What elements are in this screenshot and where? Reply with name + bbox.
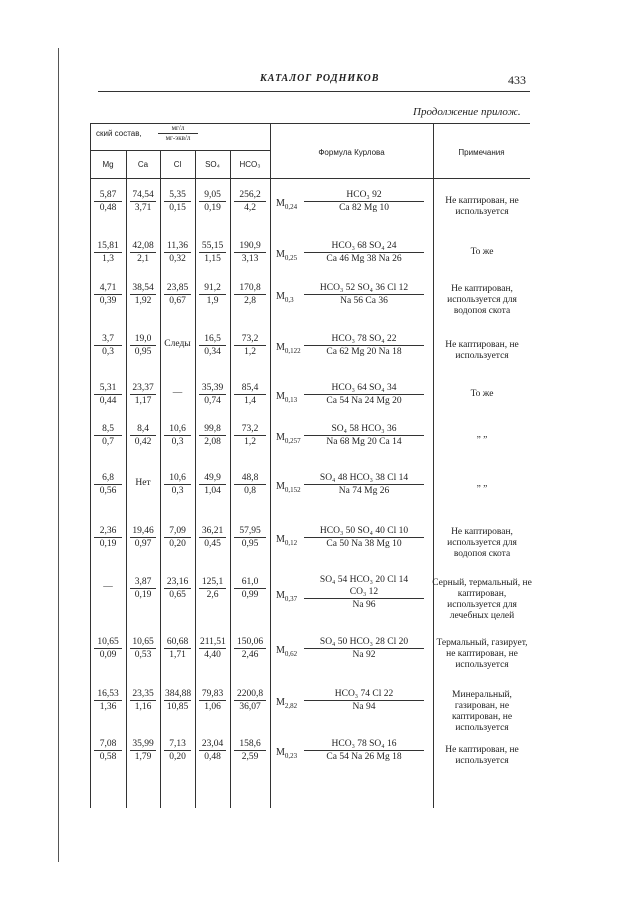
mg-per-litre: 6,8	[94, 472, 122, 485]
mg-eq-per-litre: 1,06	[204, 702, 221, 712]
mg-per-litre: 5,35	[164, 189, 191, 202]
kurlov-formula	[276, 688, 431, 722]
ion-value-fraction	[234, 576, 266, 601]
mg-eq-per-litre: 2,59	[241, 752, 259, 762]
mineralization	[276, 645, 297, 658]
ion-header-3: SO₄	[205, 160, 220, 169]
note-text: Термальный, газирует, не каптирован, не используется	[436, 638, 528, 670]
mineralization-letter: M	[276, 432, 285, 443]
ion-value-fraction	[164, 472, 191, 497]
ion-value-fraction	[164, 525, 191, 550]
table-header-rule	[90, 178, 530, 179]
mineralization-value: 0,37	[284, 595, 298, 603]
anions: SO₄ 48 HCO₃ 38 Cl 14	[304, 472, 424, 485]
mg-eq-per-litre: 2,1	[137, 254, 149, 264]
mineralization-letter: M	[276, 747, 285, 758]
mineralization-value: 0,152	[284, 486, 301, 494]
mg-per-litre: 211,51	[200, 637, 226, 647]
mg-per-litre: 8,5	[94, 423, 122, 436]
ion-value: —	[172, 388, 183, 398]
mineralization	[276, 534, 297, 547]
mg-eq-per-litre: 0,58	[99, 752, 117, 762]
mg-eq-per-litre: 2,08	[204, 437, 221, 447]
mineralization	[276, 342, 301, 355]
mg-eq-per-litre: 0,65	[169, 590, 186, 600]
unit-denominator: мг-экв/л	[165, 134, 191, 142]
mineralization-value: 0,257	[284, 437, 301, 445]
ion-value-fraction	[94, 472, 122, 497]
kurlov-formula	[276, 636, 431, 670]
mineralization-letter: M	[276, 198, 285, 209]
anions: HCO₃ 52 SO₄ 36 Cl 12	[304, 282, 424, 295]
mineralization-value: 0,25	[284, 254, 298, 262]
ion-value-fraction	[130, 189, 156, 214]
ion-value-fraction	[164, 240, 191, 265]
mg-per-litre: 5,31	[94, 382, 122, 395]
mg-eq-per-litre: 0,56	[99, 486, 117, 496]
kurlov-formula	[276, 382, 431, 416]
cations: Na 94	[352, 702, 376, 712]
mg-per-litre: 125,1	[199, 576, 226, 589]
anions: SO₄ 54 HCO₃ 20 Cl 14	[319, 575, 409, 585]
ion-value-fraction	[234, 636, 266, 661]
mg-per-litre: 19,0	[130, 333, 156, 346]
mg-per-litre: 57,95	[234, 525, 266, 538]
ion-value-fraction	[94, 738, 122, 763]
formula-fraction	[304, 688, 424, 713]
mineralization	[276, 391, 297, 404]
kurlov-formula	[276, 423, 431, 457]
mg-per-litre: 10,6	[164, 472, 191, 485]
mg-eq-per-litre: 3,13	[241, 254, 259, 264]
mineralization-value: 0,12	[284, 539, 298, 547]
mg-eq-per-litre: 1,04	[204, 486, 221, 496]
mg-eq-per-litre: 0,19	[134, 590, 152, 600]
ion-value: —	[103, 582, 113, 592]
mineralization	[276, 590, 297, 603]
formula-fraction	[304, 423, 424, 448]
formula-header: Формула Курлова	[318, 148, 385, 157]
mg-per-litre: 85,4	[234, 382, 266, 395]
formula-fraction	[304, 333, 424, 358]
mg-eq-per-litre: 1,17	[134, 396, 152, 406]
ion-value-fraction	[234, 738, 266, 763]
mg-eq-per-litre: 0,7	[102, 437, 114, 447]
ion-value-fraction	[199, 688, 226, 713]
continuation-label: Продолжение прилож.	[413, 106, 521, 118]
kurlov-formula	[276, 525, 431, 559]
mg-per-litre: 23,16	[164, 576, 191, 589]
mineralization-value: 0,3	[284, 296, 294, 304]
mg-per-litre: 91,2	[199, 282, 226, 295]
cations: Ca 62 Mg 20 Na 18	[326, 347, 402, 357]
mg-per-litre: 3,87	[130, 576, 156, 589]
ion-value-fraction	[94, 240, 122, 265]
mg-eq-per-litre: 1,79	[134, 752, 152, 762]
ion-value-fraction	[130, 333, 156, 358]
ion-value: Нет	[135, 478, 151, 488]
mg-per-litre: 23,37	[130, 382, 156, 395]
composition-label: ский состав,	[96, 129, 142, 138]
ion-value-fraction	[199, 423, 226, 448]
mg-eq-per-litre: 1,9	[206, 296, 219, 306]
mg-per-litre: 7,09	[164, 525, 191, 538]
cations: Na 56 Ca 36	[340, 296, 388, 306]
ion-value-fraction	[199, 472, 226, 497]
ion-value-fraction	[94, 189, 122, 214]
mg-eq-per-litre: 0,19	[99, 539, 117, 549]
ion-value-fraction	[199, 576, 226, 601]
ion-value-fraction	[234, 189, 266, 214]
mg-per-litre: 61,0	[234, 576, 266, 589]
kurlov-formula	[276, 472, 431, 506]
mg-per-litre: 2,36	[94, 525, 122, 538]
ion-value-fraction	[130, 636, 156, 661]
mineralization-value: 0,23	[284, 752, 298, 760]
ion-value-fraction	[94, 636, 122, 661]
anions: HCO₃ 68 SO₄ 24	[304, 240, 424, 253]
kurlov-formula	[276, 240, 431, 274]
formula-fraction	[304, 574, 424, 611]
ion-header-1: Ca	[137, 160, 149, 169]
mg-eq-per-litre: 0,44	[99, 396, 117, 406]
note-text: Не каптирован, не используется	[445, 196, 519, 217]
column-divider	[230, 150, 231, 808]
mg-per-litre: 35,39	[199, 382, 226, 395]
mg-per-litre: 2200,8	[234, 688, 266, 701]
mg-eq-per-litre: 0,53	[134, 650, 152, 660]
page-number: 433	[508, 73, 526, 87]
mg-eq-per-litre: 0,15	[169, 203, 186, 213]
mg-per-litre: 16,53	[94, 688, 122, 701]
mg-per-litre: 9,05	[199, 189, 226, 202]
formula-fraction	[304, 636, 424, 661]
mg-eq-per-litre: 2,6	[206, 590, 219, 600]
column-divider	[270, 123, 271, 808]
ion-value-fraction	[94, 333, 122, 358]
mg-per-litre: 158,6	[234, 738, 266, 751]
cations: Ca 50 Na 38 Mg 10	[326, 539, 402, 549]
mg-eq-per-litre: 1,71	[169, 650, 186, 660]
ion-value-fraction	[130, 282, 156, 307]
mg-eq-per-litre: 1,2	[244, 347, 256, 357]
mg-per-litre: 7,13	[164, 738, 191, 751]
mg-eq-per-litre: 2,8	[244, 296, 256, 306]
mg-eq-per-litre: 1,2	[244, 437, 256, 447]
mg-eq-per-litre: 0,09	[99, 650, 117, 660]
note-text: То же	[470, 247, 494, 257]
mg-per-litre: 49,9	[199, 472, 226, 485]
mg-per-litre: 19,46	[130, 525, 156, 538]
mineralization-letter: M	[276, 534, 285, 545]
ion-value-fraction	[130, 423, 156, 448]
page-edge-line	[58, 48, 59, 862]
mg-per-litre: 384,88	[165, 689, 192, 699]
kurlov-formula	[276, 189, 431, 223]
mg-per-litre: 11,36	[164, 240, 191, 253]
mg-eq-per-litre: 1,92	[134, 296, 152, 306]
mineralization	[276, 697, 297, 710]
mg-eq-per-litre: 1,15	[204, 254, 221, 264]
ion-value-fraction	[164, 189, 191, 214]
anions: SO₄ 50 HCO₃ 28 Cl 20	[304, 636, 424, 649]
mineralization	[276, 249, 297, 262]
ion-value-fraction	[234, 525, 266, 550]
ion-value-fraction	[164, 576, 191, 601]
mg-eq-per-litre: 0,32	[169, 254, 186, 264]
mg-eq-per-litre: 0,48	[204, 752, 221, 762]
mg-per-litre: 256,2	[234, 189, 266, 202]
formula-fraction	[304, 382, 424, 407]
column-divider	[90, 123, 91, 808]
formula-fraction	[304, 189, 424, 214]
mg-per-litre: 55,15	[199, 240, 226, 253]
cations: Ca 54 Na 26 Mg 18	[326, 752, 402, 762]
mg-per-litre: 23,85	[164, 282, 191, 295]
mineralization-letter: M	[276, 291, 285, 302]
mineralization	[276, 198, 297, 211]
note-text: Не каптирован, используется для водопоя скота	[447, 284, 517, 316]
ion-header-4: HCO₃	[239, 160, 261, 169]
mg-per-litre: 36,21	[199, 525, 226, 538]
ion-value-fraction	[130, 382, 156, 407]
column-divider	[195, 150, 196, 808]
mineralization-value: 0,122	[284, 347, 301, 355]
cations: Na 92	[352, 650, 376, 660]
mg-eq-per-litre: 0,95	[241, 539, 259, 549]
ion-value-fraction	[199, 525, 226, 550]
note-text: Не каптирован, не используется	[445, 745, 519, 766]
mg-per-litre: 15,81	[94, 240, 122, 253]
mg-per-litre: 10,6	[164, 423, 191, 436]
ion-value-fraction	[199, 738, 226, 763]
mg-per-litre: 7,08	[94, 738, 122, 751]
ion-value-fraction	[234, 472, 266, 497]
ion-value-fraction	[130, 240, 156, 265]
ion-value-fraction	[199, 282, 226, 307]
mineralization-value: 0,62	[284, 650, 298, 658]
ion-value-fraction	[164, 738, 191, 763]
anions: HCO₃ 78 SO₄ 22	[304, 333, 424, 346]
mineralization-letter: M	[276, 697, 285, 708]
mg-per-litre: 35,99	[130, 738, 156, 751]
mg-eq-per-litre: 0,20	[169, 752, 186, 762]
formula-fraction	[304, 282, 424, 307]
mg-eq-per-litre: 1,36	[99, 702, 117, 712]
mg-per-litre: 10,65	[130, 636, 156, 649]
mg-eq-per-litre: 4,2	[244, 203, 256, 213]
note-text: Минеральный, газирован, не каптирован, не используется	[451, 690, 513, 733]
mineralization-value: 0,24	[284, 203, 298, 211]
note-text: Не каптирован, используется для водопоя скота	[447, 527, 517, 559]
mg-eq-per-litre: 36,07	[239, 702, 261, 712]
mg-eq-per-litre: 0,99	[241, 590, 259, 600]
ion-value: Следы	[164, 339, 191, 349]
mg-per-litre: 23,04	[199, 738, 226, 751]
mg-eq-per-litre: 0,20	[169, 539, 186, 549]
ion-value-fraction	[199, 333, 226, 358]
mineralization-letter: M	[276, 342, 285, 353]
mg-per-litre: 60,68	[164, 636, 191, 649]
ion-value-fraction	[94, 525, 122, 550]
note-text: Не каптирован, не используется	[445, 340, 519, 361]
mg-eq-per-litre: 0,74	[204, 396, 221, 406]
kurlov-formula	[276, 333, 431, 367]
anions: HCO₃ 92	[304, 189, 424, 202]
mg-per-litre: 99,8	[199, 423, 226, 436]
anions: HCO₃ 50 SO₄ 40 Cl 10	[304, 525, 424, 538]
formula-fraction	[304, 472, 424, 497]
mg-per-litre: 8,4	[130, 423, 156, 436]
mineralization-letter: M	[276, 481, 285, 492]
cations: Ca 82 Mg 10	[339, 203, 389, 213]
mg-eq-per-litre: 0,34	[204, 347, 221, 357]
ion-value-fraction	[199, 636, 226, 661]
anions: HCO₃ 74 Cl 22	[304, 688, 424, 701]
formula-fraction	[304, 525, 424, 550]
cations: Ca 54 Na 24 Mg 20	[326, 396, 402, 406]
note-text: „ „	[476, 479, 488, 489]
mineralization-letter: M	[276, 391, 285, 402]
column-divider	[160, 150, 161, 808]
header-rule	[98, 91, 530, 92]
mg-eq-per-litre: 0,97	[134, 539, 152, 549]
mg-eq-per-litre: 10,85	[166, 702, 189, 712]
mg-per-litre: 74,54	[130, 189, 156, 202]
unit-numerator: мг/л	[158, 124, 198, 134]
ion-header-0: Mg	[102, 160, 114, 169]
anions-continued: CO₃ 12	[304, 586, 424, 599]
ion-value-fraction	[94, 688, 122, 713]
anions: HCO₃ 78 SO₄ 16	[304, 738, 424, 751]
mg-per-litre: 5,87	[94, 189, 122, 202]
ion-value-fraction	[199, 382, 226, 407]
mg-eq-per-litre: 0,95	[134, 347, 152, 357]
ion-value-fraction	[234, 688, 266, 713]
mg-eq-per-litre: 0,3	[102, 347, 114, 357]
ion-value-fraction	[199, 189, 226, 214]
mineralization	[276, 291, 294, 304]
ion-value-fraction	[130, 576, 156, 601]
mineralization-letter: M	[276, 590, 285, 601]
table-top-rule	[90, 123, 530, 124]
mg-eq-per-litre: 1,16	[134, 702, 152, 712]
mg-per-litre: 4,71	[94, 282, 122, 295]
cations: Na 74 Mg 26	[338, 486, 390, 496]
mg-per-litre: 10,65	[94, 636, 122, 649]
mg-per-litre: 170,8	[234, 282, 266, 295]
ion-value-fraction	[199, 240, 226, 265]
ion-value-fraction	[164, 423, 191, 448]
mg-eq-per-litre: 1,3	[102, 254, 114, 264]
ion-value-fraction	[234, 423, 266, 448]
mg-per-litre: 38,54	[130, 282, 156, 295]
formula-fraction	[304, 240, 424, 265]
mg-eq-per-litre: 1,4	[244, 396, 256, 406]
ion-value-fraction	[130, 688, 156, 713]
ion-value-fraction	[164, 282, 191, 307]
note-text: „ „	[476, 430, 488, 440]
kurlov-formula	[276, 282, 431, 316]
note-text: Серный, термальный, не каптирован, используется для лечебных целей	[432, 578, 532, 621]
note-text: То же	[470, 389, 494, 399]
mg-eq-per-litre: 0,3	[171, 437, 184, 447]
ion-value-fraction	[130, 525, 156, 550]
ion-value-fraction	[234, 240, 266, 265]
anions: HCO₃ 64 SO₄ 34	[304, 382, 424, 395]
mg-per-litre: 190,9	[234, 240, 266, 253]
ion-value-fraction	[234, 282, 266, 307]
mineralization-value: 0,13	[284, 396, 298, 404]
ion-value-fraction	[234, 333, 266, 358]
mg-eq-per-litre: 0,42	[134, 437, 152, 447]
mineralization	[276, 432, 301, 445]
mg-eq-per-litre: 3,71	[134, 203, 152, 213]
mg-per-litre: 23,35	[130, 688, 156, 701]
mg-per-litre: 42,08	[130, 240, 156, 253]
kurlov-formula	[276, 576, 431, 610]
ion-value-fraction	[94, 282, 122, 307]
kurlov-formula	[276, 738, 431, 772]
mg-eq-per-litre: 0,45	[204, 539, 221, 549]
ion-value-fraction	[164, 688, 191, 713]
ion-value-fraction	[164, 636, 191, 661]
cations: Ca 46 Mg 38 Na 26	[326, 254, 402, 264]
mineralization	[276, 747, 297, 760]
ion-value-fraction	[234, 382, 266, 407]
cations: Na 68 Mg 20 Ca 14	[326, 437, 402, 447]
mg-eq-per-litre: 0,8	[244, 486, 256, 496]
table-header-mid-rule	[90, 150, 270, 151]
mg-eq-per-litre: 0,48	[99, 203, 117, 213]
ion-value-fraction	[94, 423, 122, 448]
mg-per-litre: 48,8	[234, 472, 266, 485]
anions: SO₄ 58 HCO₃ 36	[304, 423, 424, 436]
mineralization-letter: M	[276, 645, 285, 656]
mg-eq-per-litre: 0,67	[169, 296, 186, 306]
mineralization	[276, 481, 301, 494]
mg-per-litre: 16,5	[199, 333, 226, 346]
unit-fraction	[158, 124, 198, 143]
mg-per-litre: 79,83	[199, 688, 226, 701]
mg-eq-per-litre: 2,46	[241, 650, 259, 660]
mg-per-litre: 3,7	[94, 333, 122, 346]
mg-per-litre: 150,06	[234, 636, 266, 649]
mineralization-value: 2,82	[284, 702, 298, 710]
mg-per-litre: 73,2	[234, 423, 266, 436]
mg-eq-per-litre: 0,39	[99, 296, 117, 306]
mg-eq-per-litre: 0,19	[204, 203, 221, 213]
mg-per-litre: 73,2	[234, 333, 266, 346]
ion-value-fraction	[94, 382, 122, 407]
notes-header: Примечания	[458, 148, 505, 157]
running-title: КАТАЛОГ РОДНИКОВ	[260, 73, 380, 84]
cations: Na 96	[352, 600, 376, 610]
mg-eq-per-litre: 4,40	[204, 650, 221, 660]
mineralization-letter: M	[276, 249, 285, 260]
formula-fraction	[304, 738, 424, 763]
ion-header-2: Cl	[173, 160, 182, 169]
mg-eq-per-litre: 0,3	[171, 486, 184, 496]
ion-value-fraction	[130, 738, 156, 763]
